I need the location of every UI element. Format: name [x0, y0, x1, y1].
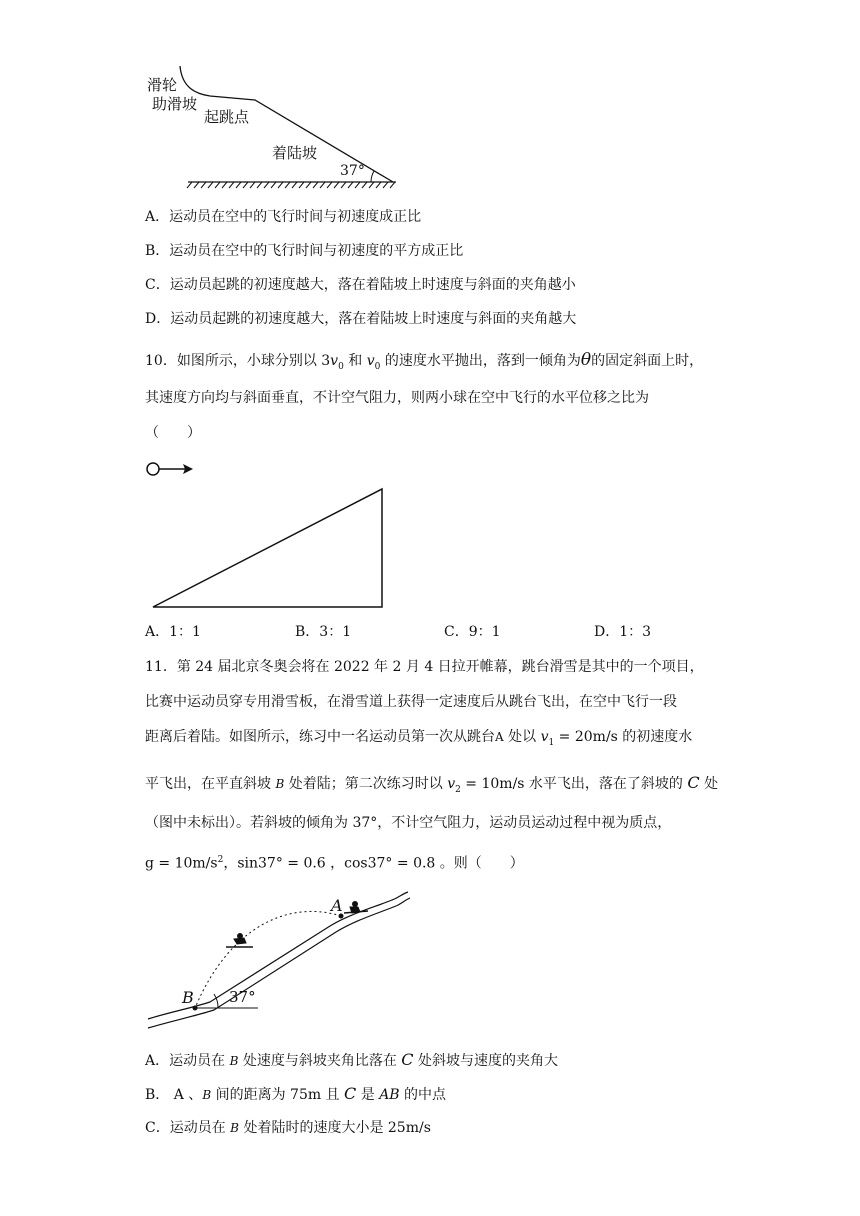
q11-option-a: A．运动员在 B 处速度与斜坡夹角比落在 C 处斜坡与速度的夹角大: [145, 1050, 558, 1069]
q11-stem-line1: 11．第 24 届北京冬奥会将在 2022 年 2 月 4 日拉开帷幕，跳台滑雪是其中的一个项目，: [145, 659, 704, 675]
q11-option-c: C．运动员在 B 处着陆时的速度大小是 25m/s: [145, 1120, 431, 1136]
q10-option-a: A．1：1: [145, 624, 201, 640]
q10-option-d: D．1：3: [594, 624, 652, 640]
label-angle-37-slope: 37°: [229, 988, 256, 1006]
q11-stem-line4: 平飞出，在平直斜坡 B 处着陆；第二次练习时以 $v_2 = 10m/s$ 水平飞出，落在了斜坡的 C 处: [145, 773, 719, 795]
angle-arc: [214, 994, 218, 1008]
q9-option-a: A．运动员在空中的飞行时间与初速度成正比: [145, 209, 422, 225]
incline-figure: [0, 440, 860, 640]
q9-option-d: D．运动员起跳的初速度越大，落在着陆坡上时速度与斜面的夹角越大: [145, 311, 577, 327]
q9-option-c: C．运动员起跳的初速度越大，落在着陆坡上时速度与斜面的夹角越小: [145, 277, 576, 293]
label-point-b: B: [182, 988, 194, 1007]
q11-option-b: B． A 、B 间的距离为 75m 且 C 是 AB 的中点: [145, 1084, 447, 1103]
q11-stem-line3: 距离后着陆。如图所示，练习中一名运动员第一次从跳台A 处以 $v_1 = 20m/s$ 的初速度水: [145, 729, 693, 748]
ground-hatching: [187, 182, 395, 188]
q11-stem-line5: （图中未标出）。若斜坡的倾角为 37°，不计空气阻力，运动员运动过程中视为质点，: [145, 815, 672, 831]
skier-icon: [344, 902, 368, 914]
trajectory-dotted: [195, 911, 341, 1008]
q10-stem-line2: 其速度方向均与斜面垂直，不计空气阻力，则两小球在空中飞行的水平位移之比为: [145, 390, 649, 406]
label-point-a: A: [331, 896, 343, 915]
q11-stem-line6: $g = 10m/s^2$，sin37° = 0.6 ，cos37° = 0.8 。则（ ）: [145, 855, 524, 872]
angle-arc: [371, 171, 374, 182]
q10-option-c: C．9：1: [444, 624, 501, 640]
q11-stem-line2: 比赛中运动员穿专用滑雪板，在滑雪道上获得一定速度后从跳台飞出，在空中飞行一段: [145, 694, 677, 710]
label-zhuhuapo: 助滑坡: [152, 95, 198, 113]
label-hualun: 滑轮: [147, 76, 178, 94]
q10-option-b: B．3：1: [295, 624, 352, 640]
ball: [147, 463, 159, 475]
q10-stem-line3: （ ）: [145, 425, 201, 441]
ski-jump-figure: [0, 0, 860, 200]
label-angle-37: 37°: [340, 163, 365, 179]
ski-slope-figure: [0, 880, 860, 1040]
q10-stem-line1: 10．如图所示，小球分别以 $3v_0$ 和 $v_0$ 的速度水平抛出，落到一倾角为θ的固定斜面上时，: [145, 350, 704, 372]
label-qitiaodian: 起跳点: [204, 108, 250, 126]
label-zhuoluopo: 着陆坡: [272, 144, 318, 162]
incline-triangle: [153, 489, 382, 607]
skier-in-air-icon: [226, 934, 253, 948]
q9-option-b: B．运动员在空中的飞行时间与初速度的平方成正比: [145, 243, 464, 259]
